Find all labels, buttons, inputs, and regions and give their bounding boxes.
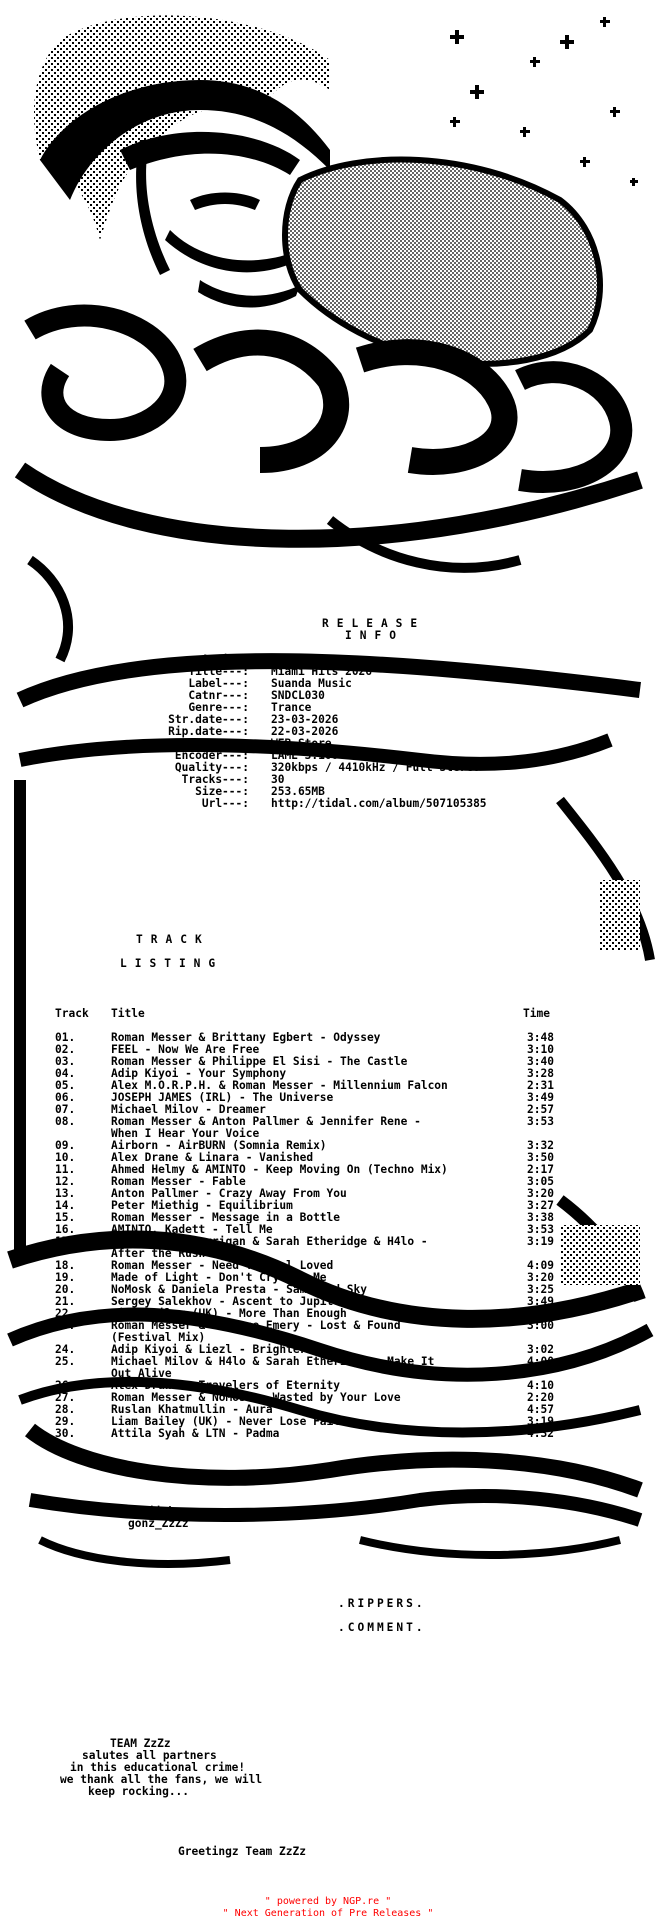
info-value: http://tidal.com/album/507105385 (271, 797, 487, 810)
info-value: 320kbps / 4410kHz / Full Stereo (271, 761, 480, 774)
track-time: 3:50 (527, 1151, 554, 1164)
star-decorations (450, 17, 638, 186)
track-number: 22. (55, 1307, 76, 1320)
track-number: 12. (55, 1175, 76, 1188)
track-title: Anton Pallmer - Crazy Away From You (111, 1187, 347, 1200)
info-key: Tracks---: (181, 773, 249, 786)
info-key: Str.date---: (168, 713, 249, 726)
info-key: Title---: (188, 665, 249, 678)
track-number: 06. (55, 1091, 76, 1104)
track-time: 3:19 (527, 1415, 554, 1428)
track-row (55, 1236, 635, 1260)
track-number: 07. (55, 1103, 76, 1116)
track-number: 10. (55, 1151, 76, 1164)
info-row-catnr (30, 690, 630, 702)
track-title: Roman Messer & Brittany Egbert - Odyssey (111, 1031, 381, 1044)
swirl-logo (20, 316, 640, 660)
track-time: 3:48 (527, 1031, 554, 1044)
track-time: 4:32 (527, 1427, 554, 1440)
info-value: Miami Hits 2026 (271, 665, 373, 678)
info-value: SNDCL030 (271, 689, 325, 702)
track-time: 3:28 (527, 1067, 554, 1080)
track-heading: TRACK (136, 933, 210, 946)
info-key: Size---: (195, 785, 249, 798)
comment-line: keep rocking... (88, 1785, 190, 1798)
info-value: VA (271, 653, 285, 666)
track-time: 3:32 (527, 1139, 554, 1152)
track-number: 26. (55, 1379, 76, 1392)
track-time: 2:20 (527, 1391, 554, 1404)
track-title: Adip Kiyoi & Liezl - Brighter (111, 1343, 307, 1356)
info-key: Rip.date---: (168, 725, 249, 738)
footer-powered-by: " powered by NGP.re " (264, 1896, 392, 1907)
info-value: Trance (271, 701, 312, 714)
track-title: Alex Drane - Travelers of Eternity (111, 1379, 341, 1392)
track-title: Liam Bailey (UK) - Never Lose Faith (111, 1415, 347, 1428)
track-time: 3:19 (527, 1235, 554, 1248)
track-title: Ruslan Khatmullin - Aura (111, 1403, 273, 1416)
ascii-credit-line1: ASCii by (128, 1505, 182, 1518)
track-number: 04. (55, 1067, 76, 1080)
track-title: Roman Messer & Anton Pallmer & Jennifer Rene - When I Hear Your Voice (111, 1115, 421, 1140)
track-time: 2:57 (527, 1103, 554, 1116)
release-heading: RELEASE (322, 617, 426, 630)
track-time: 3:00 (527, 1319, 554, 1332)
track-title: Liam Bailey (UK) - More Than Enough (111, 1307, 347, 1320)
track-time: 4:09 (527, 1259, 554, 1272)
track-time: 3:02 (527, 1343, 554, 1356)
info-value: Suanda Music (271, 677, 352, 690)
track-title: FEEL - Now We Are Free (111, 1043, 260, 1056)
track-number: 30. (55, 1427, 76, 1440)
info-key: Catnr---: (188, 689, 249, 702)
info-value: WEB Store (271, 737, 332, 750)
track-title: Alex M.O.R.P.H. & Roman Messer - Millennium Falcon (111, 1079, 448, 1092)
footer-tagline: " Next Generation of Pre Releases " (222, 1908, 434, 1919)
track-number: 23. (55, 1319, 76, 1332)
track-time: 3:28 (527, 1307, 554, 1320)
column-header-title: Title (111, 1007, 145, 1020)
column-header-time: Time (523, 1007, 550, 1020)
track-time: 3:38 (527, 1211, 554, 1224)
track-number: 29. (55, 1415, 76, 1428)
track-time: 3:49 (527, 1091, 554, 1104)
track-number: 05. (55, 1079, 76, 1092)
track-number: 14. (55, 1199, 76, 1212)
track-number: 27. (55, 1391, 76, 1404)
comment-line: we thank all the fans, we will (60, 1773, 263, 1786)
comment-line: salutes all partners (82, 1749, 217, 1762)
track-title: Made of Light - Don't Cry for Me (111, 1271, 327, 1284)
track-row (55, 1428, 635, 1440)
track-number: 13. (55, 1187, 76, 1200)
track-title: Sergey Salekhov - Ascent to Jupiter (111, 1295, 347, 1308)
track-row (55, 1116, 635, 1140)
track-number: 20. (55, 1283, 76, 1296)
info-value: LAME 3.100 (271, 749, 339, 762)
info-row-url (30, 798, 630, 810)
info-row-label (30, 678, 630, 690)
info-key: Quality---: (174, 761, 249, 774)
track-number: 01. (55, 1031, 76, 1044)
track-time: 3:53 (527, 1115, 554, 1128)
info-key: Url---: (201, 797, 249, 810)
rippers-heading: .RIPPERS. (338, 1597, 426, 1610)
info-value: 30 (271, 773, 285, 786)
track-title: AMINTO, Kadett - Tell Me (111, 1223, 273, 1236)
info-value: 22-03-2026 (271, 725, 339, 738)
info-key: Genre---: (188, 701, 249, 714)
track-time: 2:31 (527, 1079, 554, 1092)
grey-shaded-shape (285, 160, 600, 364)
column-header-track: Track (55, 1007, 89, 1020)
track-number: 18. (55, 1259, 76, 1272)
track-time: 3:20 (527, 1187, 554, 1200)
track-title: Roman Messer - Message in a Bottle (111, 1211, 341, 1224)
track-number: 24. (55, 1343, 76, 1356)
track-title: Peter Miethig - Equilibrium (111, 1199, 293, 1212)
track-title: Christopher Corrigan & Sarah Etheridge & H4lo - After the Rush (111, 1235, 428, 1260)
track-title: Roman Messer - Need To Feel Loved (111, 1259, 334, 1272)
track-number: 17. (55, 1235, 76, 1248)
track-time: 4:00 (527, 1355, 554, 1368)
info-heading: INFO (345, 629, 404, 642)
track-title: Roman Messer & NoMosk - Wasted by Your Love (111, 1391, 401, 1404)
track-time: 3:25 (527, 1283, 554, 1296)
info-value: 23-03-2026 (271, 713, 339, 726)
track-title: Airborn - AirBURN (Somnia Remix) (111, 1139, 327, 1152)
info-row-quality (30, 762, 630, 774)
track-time: 3:20 (527, 1271, 554, 1284)
info-key: Artist: (201, 653, 249, 666)
track-number: 08. (55, 1115, 76, 1128)
info-row-tracks (30, 774, 630, 786)
track-title: Adip Kiyoi - Your Symphony (111, 1067, 287, 1080)
track-number: 16. (55, 1223, 76, 1236)
track-title: NoMosk & Daniela Presta - Same Old Sky (111, 1283, 367, 1296)
track-time: 3:05 (527, 1175, 554, 1188)
track-title: Roman Messer & Roxanne Emery - Lost & Found (Festival Mix) (111, 1319, 401, 1344)
track-number: 03. (55, 1055, 76, 1068)
info-key: Source---: (181, 737, 249, 750)
track-time: 2:17 (527, 1163, 554, 1176)
track-number: 19. (55, 1271, 76, 1284)
track-time: 3:10 (527, 1043, 554, 1056)
track-time: 3:49 (527, 1295, 554, 1308)
track-title: JOSEPH JAMES (IRL) - The Universe (111, 1091, 334, 1104)
track-title: Attila Syah & LTN - Padma (111, 1427, 280, 1440)
track-title: Michael Milov & H4lo & Sarah Etheridge - Make It Out Alive (111, 1355, 435, 1380)
track-time: 3:27 (527, 1199, 554, 1212)
track-number: 28. (55, 1403, 76, 1416)
track-number: 11. (55, 1163, 76, 1176)
track-number: 15. (55, 1211, 76, 1224)
track-row (55, 1356, 635, 1380)
listing-heading: LISTING (120, 957, 224, 970)
info-key: Encoder---: (174, 749, 249, 762)
comment-line: in this educational crime! (70, 1761, 246, 1774)
greetings-text: Greetingz Team ZzZz (178, 1845, 306, 1858)
track-title: Michael Milov - Dreamer (111, 1103, 266, 1116)
comment-line: TEAM ZzZz (110, 1737, 171, 1750)
comment-heading: .COMMENT. (338, 1621, 426, 1634)
track-number: 09. (55, 1139, 76, 1152)
track-time: 4:57 (527, 1403, 554, 1416)
track-time: 3:40 (527, 1055, 554, 1068)
track-number: 25. (55, 1355, 76, 1368)
track-title: Roman Messer & Philippe El Sisi - The Castle (111, 1055, 408, 1068)
track-time: 3:53 (527, 1223, 554, 1236)
track-title: Ahmed Helmy & AMINTO - Keep Moving On (Techno Mix) (111, 1163, 448, 1176)
track-title: Alex Drane & Linara - Vanished (111, 1151, 314, 1164)
ascii-credit-line2: gonz_ZzZz (128, 1517, 189, 1530)
track-number: 02. (55, 1043, 76, 1056)
track-row (55, 1320, 635, 1344)
track-time: 4:10 (527, 1379, 554, 1392)
track-title: Roman Messer - Fable (111, 1175, 246, 1188)
info-key: Label---: (188, 677, 249, 690)
info-value: 253.65MB (271, 785, 325, 798)
track-number: 21. (55, 1295, 76, 1308)
